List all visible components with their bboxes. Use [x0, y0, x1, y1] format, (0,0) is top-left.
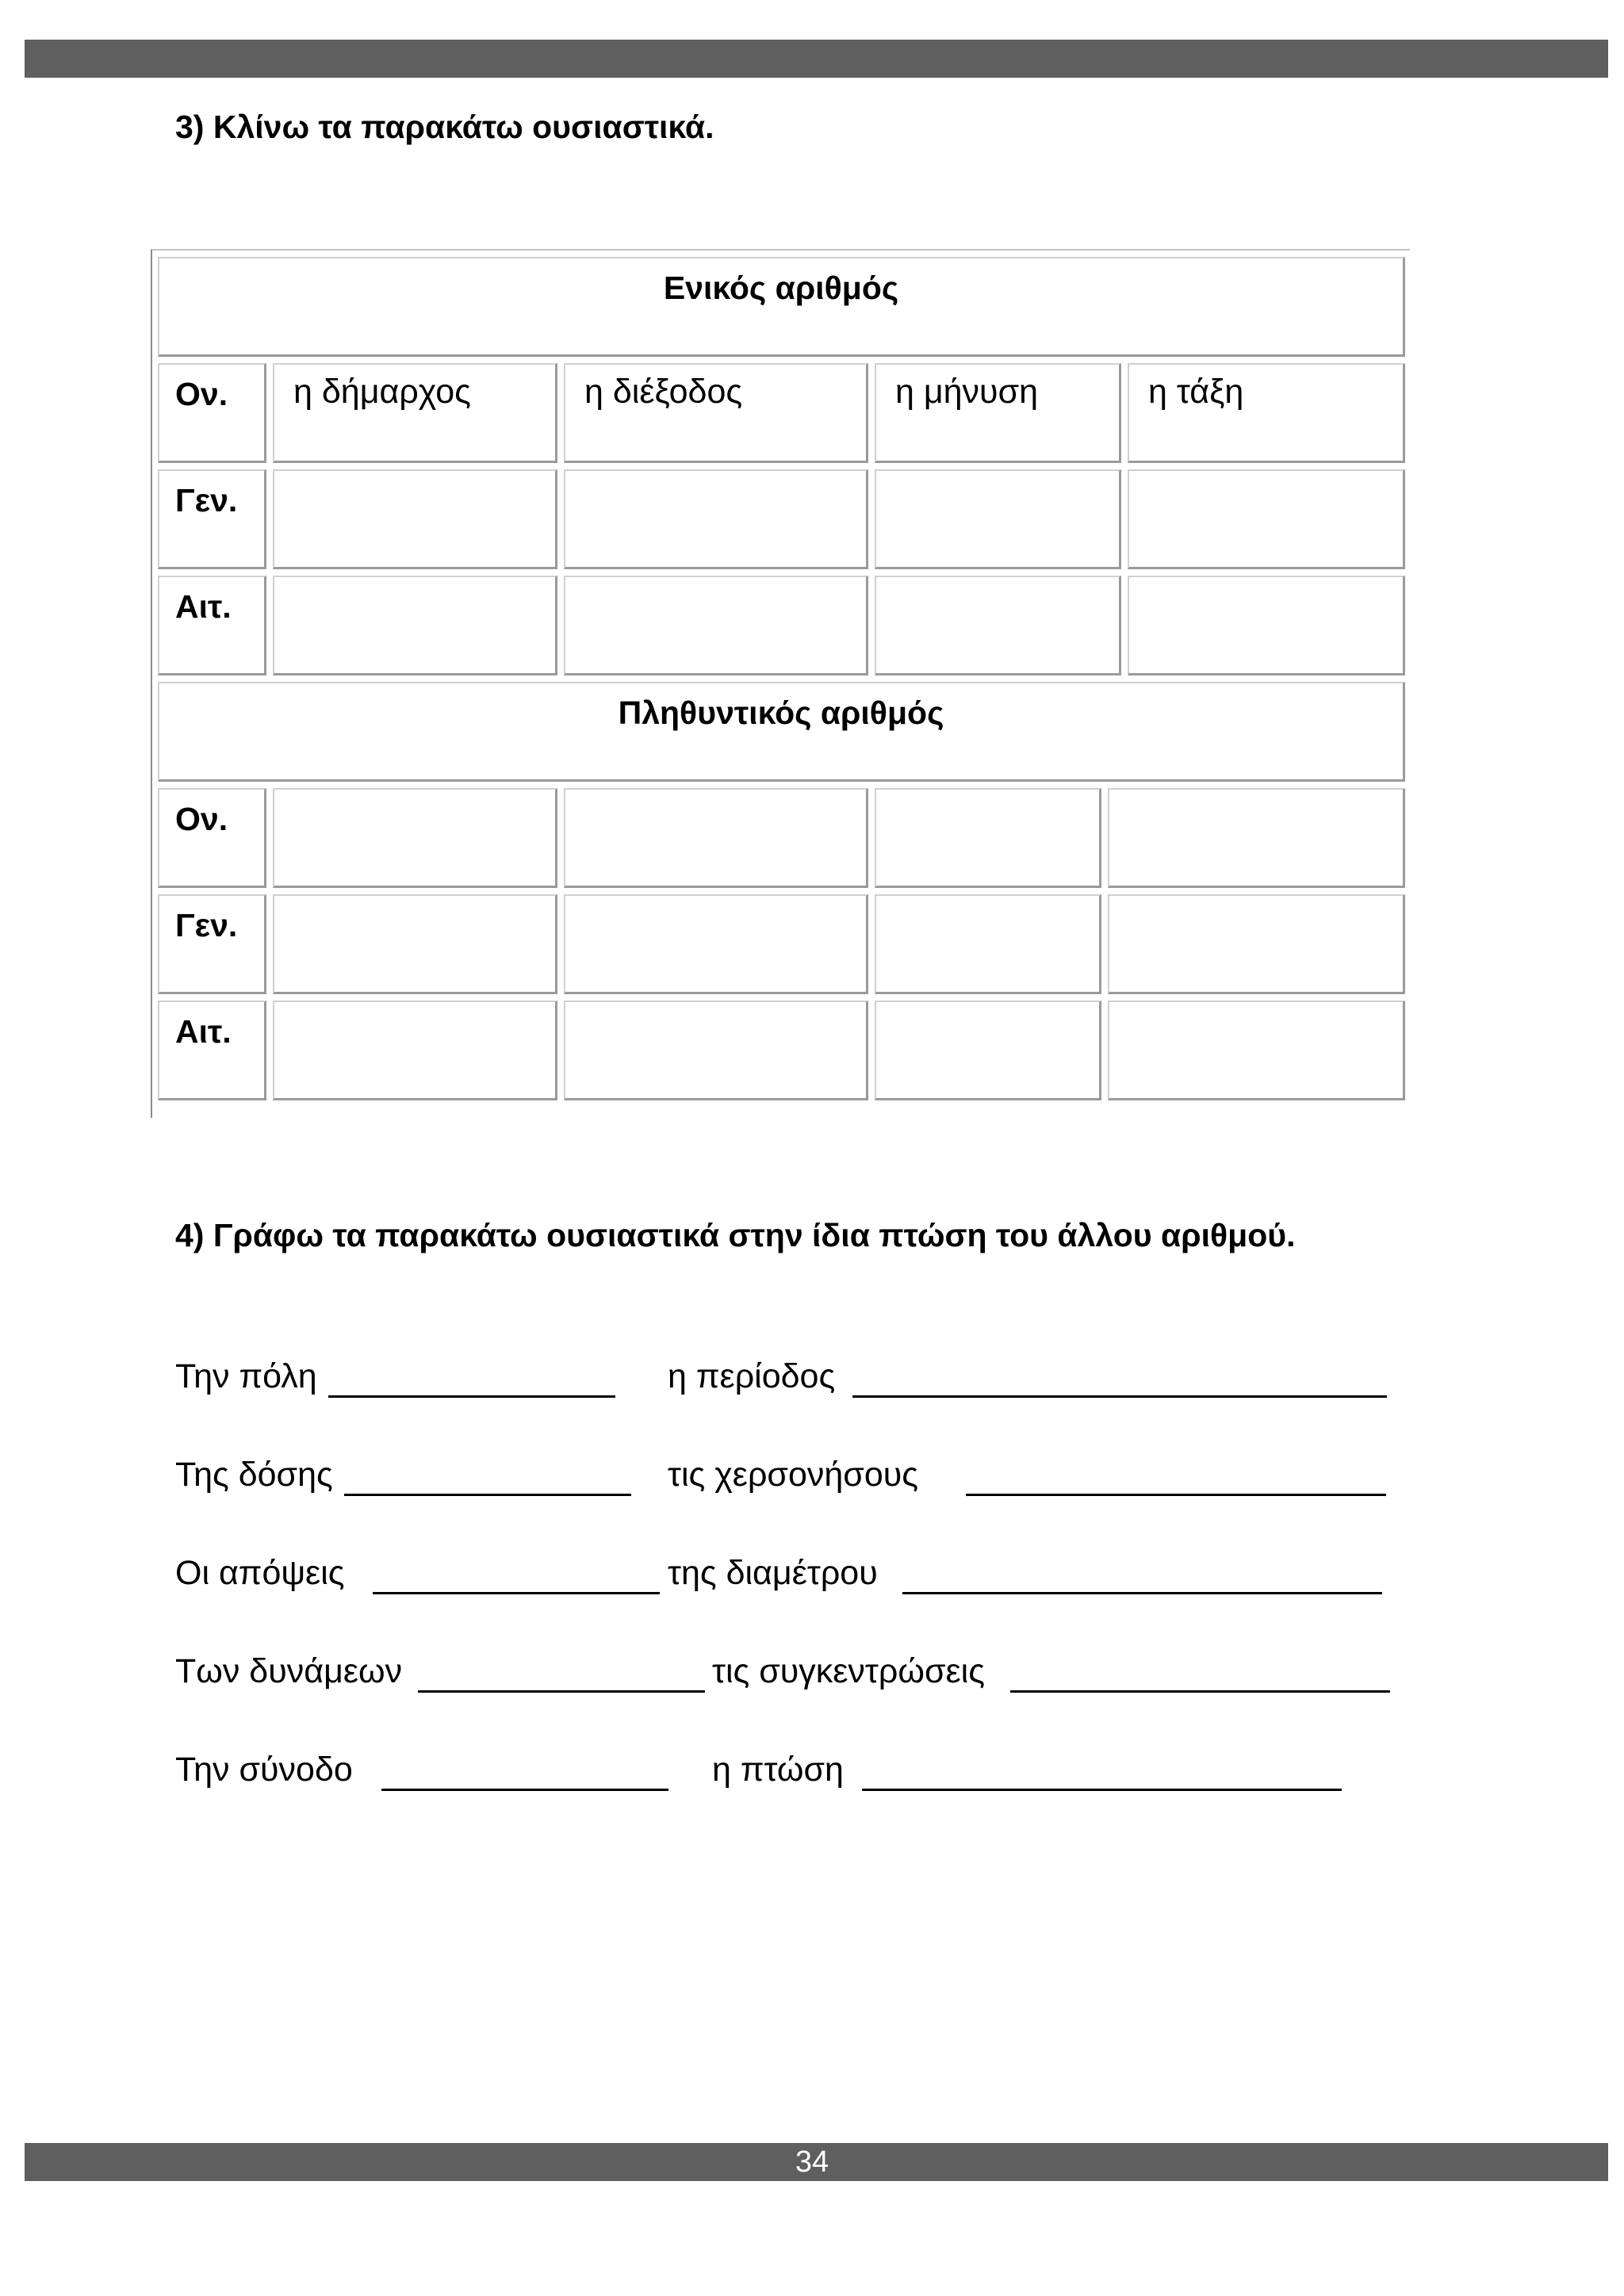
exercise-word: Της δόσης [175, 1456, 333, 1494]
exercise-word: η πτώση [712, 1751, 844, 1789]
exercise-word: τις χερσονήσους [668, 1456, 918, 1494]
exercise-word: η περίοδος [668, 1357, 836, 1395]
row-label-accusative: Αιτ. [158, 576, 266, 675]
answer-cell[interactable] [1108, 788, 1405, 888]
answer-blank[interactable] [381, 1789, 668, 1791]
answer-blank[interactable] [418, 1690, 705, 1693]
answer-cell[interactable] [564, 894, 868, 994]
row-label-accusative: Αιτ. [158, 1001, 266, 1100]
header-bar [25, 40, 1608, 78]
answer-cell[interactable] [273, 894, 557, 994]
noun-cell: η τάξη [1128, 363, 1405, 463]
answer-cell[interactable] [273, 469, 557, 569]
answer-cell[interactable] [875, 469, 1121, 569]
exercise-3-title: 3) Κλίνω τα παρακάτω ουσιαστικά. [175, 109, 714, 145]
exercise-word: Την σύνοδο [175, 1751, 353, 1789]
answer-cell[interactable] [564, 469, 868, 569]
answer-blank[interactable] [852, 1395, 1387, 1398]
answer-cell[interactable] [875, 788, 1101, 888]
exercise-word: Την πόλη [175, 1357, 317, 1395]
answer-cell[interactable] [273, 1001, 557, 1100]
exercise-word: Οι απόψεις [175, 1554, 345, 1592]
exercise-4-title: 4) Γράφω τα παρακάτω ουσιαστικά στην ίδια πτώση του άλλου αριθμού. [175, 1217, 1296, 1253]
noun-cell: η δήμαρχος [273, 363, 557, 463]
exercise-word: τις συγκεντρώσεις [712, 1652, 985, 1690]
answer-cell[interactable] [564, 1001, 868, 1100]
answer-blank[interactable] [902, 1592, 1382, 1594]
row-label-genitive: Γεν. [158, 469, 266, 569]
answer-blank[interactable] [862, 1789, 1342, 1791]
answer-cell[interactable] [1128, 576, 1405, 675]
exercise-word: της διαμέτρου [668, 1554, 878, 1592]
answer-cell[interactable] [875, 894, 1101, 994]
answer-cell[interactable] [273, 788, 557, 888]
row-label-genitive: Γεν. [158, 894, 266, 994]
answer-cell[interactable] [1128, 469, 1405, 569]
answer-cell[interactable] [875, 576, 1121, 675]
answer-cell[interactable] [1108, 894, 1405, 994]
declension-table [151, 249, 1410, 1118]
row-label-nominative: Ον. [158, 363, 266, 463]
row-label-nominative: Ον. [158, 788, 266, 888]
noun-cell: η διέξοδος [564, 363, 868, 463]
answer-blank[interactable] [1010, 1690, 1390, 1693]
answer-cell[interactable] [564, 576, 868, 675]
answer-blank[interactable] [328, 1395, 615, 1398]
noun-cell: η μήνυση [875, 363, 1121, 463]
answer-cell[interactable] [273, 576, 557, 675]
answer-cell[interactable] [564, 788, 868, 888]
plural-header: Πληθυντικός αριθμός [158, 682, 1405, 782]
answer-cell[interactable] [875, 1001, 1101, 1100]
exercise-word: Των δυνάμεων [175, 1652, 403, 1690]
answer-cell[interactable] [1108, 1001, 1405, 1100]
answer-blank[interactable] [373, 1592, 660, 1594]
singular-header: Ενικός αριθμός [158, 257, 1405, 357]
page-number: 34 [795, 2145, 829, 2179]
answer-blank[interactable] [344, 1494, 631, 1496]
answer-blank[interactable] [966, 1494, 1386, 1496]
